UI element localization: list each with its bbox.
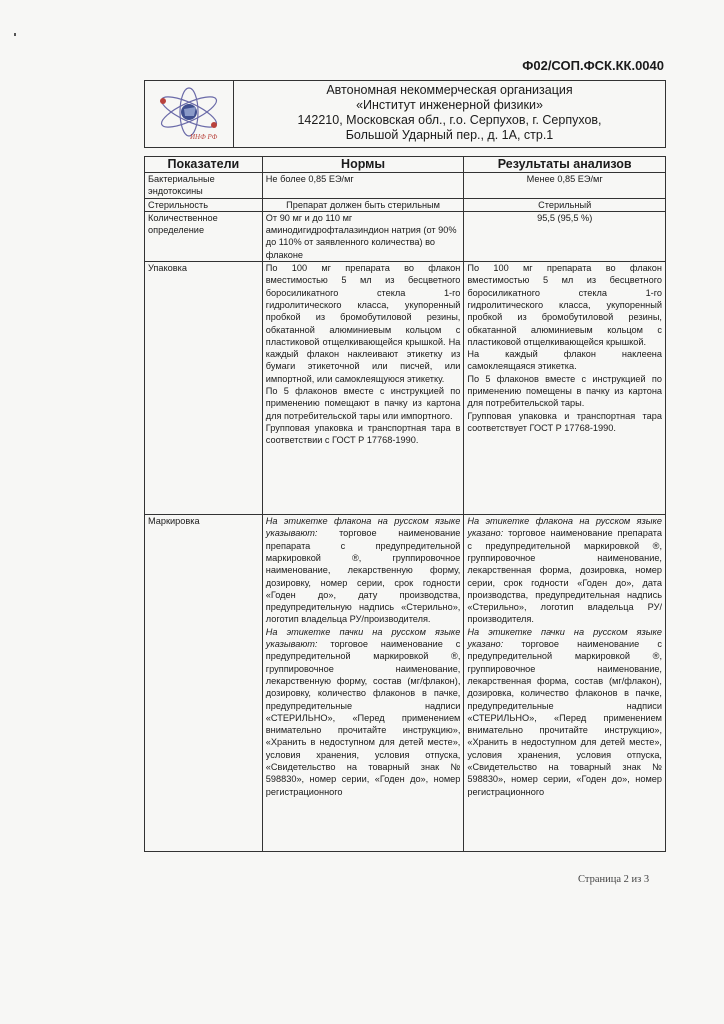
table-row bbox=[145, 198, 666, 211]
result-packaging-p3: По 5 флаконов вместе с инструкцией по применению помещены в пачку из картона для потребительской тары. bbox=[467, 373, 662, 409]
table-row bbox=[145, 262, 666, 515]
row-label-assay: Количественное определение bbox=[145, 211, 263, 261]
header-norms: Нормы bbox=[262, 157, 464, 173]
table-row bbox=[145, 211, 666, 261]
table-row bbox=[145, 173, 666, 199]
result-marking-pack-intro: На этикетке пачки на русском языке указано: bbox=[467, 626, 662, 650]
header-results: Результаты анализов bbox=[464, 157, 666, 173]
organization-header bbox=[144, 80, 666, 148]
norm-sterility: Препарат должен быть стерильным bbox=[262, 198, 464, 211]
result-sterility: Стерильный bbox=[464, 198, 666, 211]
row-label-sterility: Стерильность bbox=[145, 198, 263, 211]
result-assay: 95,5 (95,5 %) bbox=[464, 211, 666, 261]
result-marking-vial-intro: На этикетке флакона на русском языке указано: bbox=[467, 516, 662, 539]
norm-assay: От 90 мг и до 110 мг аминодигидрофталазиндион натрия (от 90% до 110% от заявленного количества) во флаконе bbox=[262, 211, 464, 261]
document-code: Ф02/СОП.ФСК.КК.0040 bbox=[522, 58, 664, 73]
norm-packaging-p3: Групповая упаковка и транспортная тара в соответствии с ГОСТ Р 17768-1990. bbox=[265, 422, 461, 446]
norm-packaging-p1: По 100 мг препарата во флакон вместимостью 5 мл из бесцветного боросиликатного стекла 1-го гидролитического класса, укупоренный пробкой из бромобутиловой резины, обкатанной алюминиевым кольцом с пластиковой отщелкивающейся крышкой. На каждый флакон наклеивают этикетку из бумаги этикеточной или писчей, или импортной, или самоклеящуюся этикетку. bbox=[265, 263, 461, 384]
result-packaging-p2: На каждый флакон наклеена самоклеящаяся этикетка. bbox=[467, 349, 662, 372]
result-endotoxins: Менее 0,85 ЕЭ/мг bbox=[464, 173, 666, 199]
norm-marking-pack bbox=[266, 626, 461, 798]
norm-marking-pack-text: торговое наименование с предупредительной маркировкой ®, группировочное наименование, лекарственную форму, состав (мг/флакон), дозировку, количество флаконов в пачке, предупредительные надписи «СТЕРИЛЬНО», «Перед применением внимательно прочитайте инструкцию», «Хранить в недоступном для детей месте», условия хранения, условия отпуска, «Свидетельство на товарный знак № 598830», номер серии, «Годен до», номер регистрационного bbox=[265, 639, 461, 797]
page-number: Страница 2 из 3 bbox=[578, 874, 650, 885]
row-label-packaging: Упаковка bbox=[145, 262, 263, 515]
result-packaging bbox=[464, 262, 666, 515]
norm-marking-pack-intro: На этикетке пачки на русском языке указывают: bbox=[265, 626, 461, 650]
norm-packaging-p2: По 5 флаконов вместе с инструкцией по применению помещают в пачку из картона для потребительской тары или импортного. bbox=[265, 386, 461, 421]
norm-marking-vial-text: торговое наименование препарата с предупредительной маркировкой ®, группировочное наименование, лекарственную форму, дозировку, номер серии, срок годности «Годен до», дату производства, предупредительную надпись «Стерильно», логотип владельца РУ/производителя. bbox=[265, 528, 461, 625]
scan-mark bbox=[14, 33, 16, 36]
norm-endotoxins: Не более 0,85 ЕЭ/мг bbox=[262, 173, 464, 199]
atom-logo-icon bbox=[154, 85, 224, 143]
organization-info bbox=[234, 81, 665, 147]
svg-text:ИНФ РФ: ИНФ РФ bbox=[190, 133, 218, 141]
org-address-line2: Большой Ударный пер., д. 1А, стр.1 bbox=[345, 128, 554, 142]
norm-marking-vial bbox=[266, 515, 461, 626]
result-marking-vial bbox=[467, 515, 662, 626]
result-marking bbox=[464, 515, 666, 852]
result-packaging-p4: Групповая упаковка и транспортная тара соответствует ГОСТ Р 17768-1990. bbox=[467, 410, 662, 433]
norm-packaging bbox=[262, 262, 464, 515]
table-row bbox=[145, 515, 666, 852]
row-label-marking: Маркировка bbox=[145, 515, 263, 852]
analysis-table bbox=[144, 156, 666, 852]
org-address-line1: 142210, Московская обл., г.о. Серпухов, г. Серпухов, bbox=[297, 113, 602, 127]
result-packaging-p1: По 100 мг препарата во флакон вместимостью 5 мл из бесцветного боросиликатного стекла 1-го гидролитического класса, укупоренный пробкой из бромобутиловой резины, обкатанной алюминиевым кольцом с пластиковой отщелкивающейся крышкой. bbox=[467, 263, 662, 347]
org-name: «Институт инженерной физики» bbox=[356, 98, 543, 112]
result-marking-vial-text: торговое наименование препарата с предупредительной маркировкой ®, группировочное наименование, лекарственная форма, дозировка, номер серии, срок годности «Годен до», дата производства, предупредительная надпись «Стерильно», логотип владельца РУ/производителя. bbox=[467, 528, 662, 625]
header-indicators: Показатели bbox=[145, 157, 263, 173]
norm-marking bbox=[262, 515, 464, 852]
norm-marking-vial-intro: На этикетке флакона на русском языке указывают: bbox=[265, 516, 461, 539]
result-marking-pack-text: торговое наименование с предупредительной маркировкой ®, группировочное наименование, лекарственная форма, состав (мг/флакон), дозировка, количество флаконов в пачке, предупредительные надписи «СТЕРИЛЬНО», «Перед применением внимательно прочитайте инструкцию», «Хранить в недоступном для детей месте», условия хранения, условия отпуска, «Свидетельство на товарный знак № 598830», номер серии, «Годен до», номер регистрационного bbox=[467, 639, 662, 797]
organization-logo bbox=[145, 81, 234, 147]
row-label-endotoxins: Бактериальные эндотоксины bbox=[145, 173, 263, 199]
result-marking-pack bbox=[467, 626, 662, 798]
org-type: Автономная некоммерческая организация bbox=[326, 83, 573, 97]
table-header-row bbox=[145, 157, 666, 173]
